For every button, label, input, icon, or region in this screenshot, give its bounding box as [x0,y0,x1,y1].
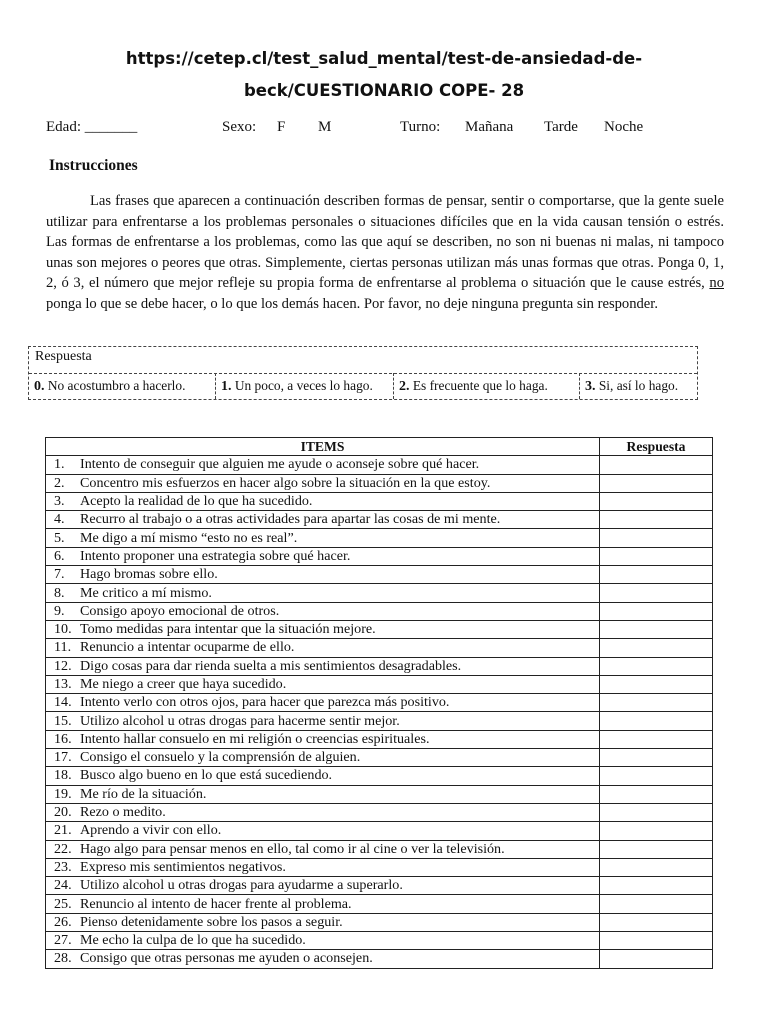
response-cell[interactable] [600,675,713,693]
response-cell[interactable] [600,749,713,767]
item-text: Intento verlo con otros ojos, para hacer que parezca más positivo. [78,694,600,712]
item-text: Intento hallar consuelo en mi religión o creencias espirituales. [78,730,600,748]
table-row [46,712,713,730]
response-cell[interactable] [600,858,713,876]
item-text: Me río de la situación. [78,785,600,803]
sexo-option-f[interactable]: F [277,119,286,135]
item-number: 7. [46,566,79,584]
item-number: 28. [46,950,79,968]
item-text: Me echo la culpa de lo que ha sucedido. [78,932,600,950]
sexo-label: Sexo: [222,119,257,135]
response-option-2-label: Es frecuente que lo haga. [409,378,548,393]
table-row [46,785,713,803]
item-text: Intento de conseguir que alguien me ayude o aconseje sobre qué hacer. [78,456,600,474]
item-text: Pienso detenidamente sobre los pasos a seguir. [78,913,600,931]
table-row [46,803,713,821]
item-number: 12. [46,657,79,675]
response-cell[interactable] [600,456,713,474]
instructions-text-before: Las frases que aparecen a continuación describen formas de pensar, sentir o comportarse, que la gente suele utilizar para enfrentarse a los problemas personales o situaciones difíciles que en la vida causan tensión o estrés. Las formas de enfrentarse a los problemas, como las que aquí se describen, no son ni buenas ni malas, ni tampoco unas son mejores o peores que otras. Simplemente, ciertas personas utilizan más unas formas que otras. Ponga 0, 1, 2, ó 3, el número que mejor refleje su propia forma de enfrentarse al problema o situación que le cause estrés, [46,193,724,292]
item-number: 23. [46,858,79,876]
item-text: Consigo que otras personas me ayuden o aconsejen. [78,950,600,968]
table-row [46,767,713,785]
item-number: 18. [46,767,79,785]
turno-option-noche[interactable]: Noche [604,119,644,135]
item-text: Me digo a mí mismo “esto no es real”. [78,529,600,547]
table-header-row [46,438,713,456]
response-cell[interactable] [600,730,713,748]
response-cell[interactable] [600,913,713,931]
response-cell[interactable] [600,657,713,675]
table-row [46,639,713,657]
table-row [46,895,713,913]
response-option-1 [215,373,393,399]
response-cell[interactable] [600,511,713,529]
table-row [46,932,713,950]
item-number: 20. [46,803,79,821]
response-cell[interactable] [600,584,713,602]
item-number: 5. [46,529,79,547]
item-number: 2. [46,474,79,492]
table-row [46,950,713,968]
response-cell[interactable] [600,712,713,730]
response-option-1-num: 1. [221,379,232,394]
turno-option-manana[interactable]: Mañana [465,119,514,135]
turno-label: Turno: [400,119,441,135]
response-option-2-num: 2. [399,379,410,394]
instructions-text-after: ponga lo que se debe hacer, o lo que los demás hacen. Por favor, no deje ninguna pregunta sin responder. [46,295,658,312]
response-cell[interactable] [600,694,713,712]
response-option-3-label: Si, así lo hago. [595,378,679,393]
instructions-text-underlined: no [709,275,724,292]
response-cell[interactable] [600,877,713,895]
item-number: 22. [46,840,79,858]
table-row [46,547,713,565]
item-text: Intento proponer una estrategia sobre qué hacer. [78,547,600,565]
table-row [46,620,713,638]
item-number: 21. [46,822,79,840]
table-body [46,456,713,968]
response-cell[interactable] [600,767,713,785]
item-text: Me critico a mí mismo. [78,584,600,602]
table-row [46,858,713,876]
response-option-2 [393,373,579,399]
response-cell[interactable] [600,840,713,858]
item-number: 14. [46,694,79,712]
response-cell[interactable] [600,547,713,565]
response-cell[interactable] [600,474,713,492]
item-text: Concentro mis esfuerzos en hacer algo sobre la situación en la que estoy. [78,474,600,492]
item-text: Acepto la realidad de lo que ha sucedido. [78,492,600,510]
item-text: Utilizo alcohol u otras drogas para ayudarme a superarlo. [78,877,600,895]
item-number: 11. [46,639,79,657]
document-title-line-1: https://cetep.cl/test_salud_mental/test-de-ansiedad-de- [125,49,643,68]
item-number: 1. [46,456,79,474]
response-option-0 [29,373,215,399]
table-row [46,694,713,712]
respondent-info-row [46,119,726,141]
item-number: 15. [46,712,79,730]
item-number: 19. [46,785,79,803]
item-number: 13. [46,675,79,693]
item-number: 24. [46,877,79,895]
table-row [46,529,713,547]
item-text: Hago bromas sobre ello. [78,566,600,584]
item-number: 17. [46,749,79,767]
table-row [46,657,713,675]
item-text: Rezo o medito. [78,803,600,821]
table-row [46,456,713,474]
item-number: 27. [46,932,79,950]
response-cell[interactable] [600,803,713,821]
response-cell[interactable] [600,950,713,968]
response-cell[interactable] [600,822,713,840]
cope-items-table [45,437,713,969]
item-text: Expreso mis sentimientos negativos. [78,858,600,876]
item-number: 8. [46,584,79,602]
table-row [46,675,713,693]
item-text: Busco algo bueno en lo que está sucediendo. [78,767,600,785]
response-legend-header [29,347,697,374]
table-row [46,840,713,858]
response-option-3-num: 3. [585,379,596,394]
response-cell[interactable] [600,932,713,950]
item-number: 25. [46,895,79,913]
item-number: 16. [46,730,79,748]
turno-option-tarde[interactable]: Tarde [544,119,578,135]
instructions-heading: Instrucciones [49,157,138,174]
response-legend-title: Respuesta [35,349,92,364]
response-option-0-num: 0. [34,379,45,394]
item-number: 3. [46,492,79,510]
item-number: 6. [46,547,79,565]
response-legend-box [28,346,698,400]
response-option-0-label: No acostumbro a hacerlo. [44,378,186,393]
response-legend-options [29,373,697,399]
item-text: Renuncio a intentar ocuparme de ello. [78,639,600,657]
table-row [46,566,713,584]
table-row [46,730,713,748]
item-text: Consigo el consuelo y la comprensión de alguien. [78,749,600,767]
response-cell[interactable] [600,529,713,547]
response-option-1-label: Un poco, a veces lo hago. [231,378,373,393]
table-row [46,584,713,602]
table-row [46,492,713,510]
item-text: Hago algo para pensar menos en ello, tal como ir al cine o ver la televisión. [78,840,600,858]
item-number: 10. [46,620,79,638]
response-cell[interactable] [600,492,713,510]
item-text: Consigo apoyo emocional de otros. [78,602,600,620]
instructions-paragraph [46,191,724,315]
response-cell[interactable] [600,785,713,803]
item-text: Renuncio al intento de hacer frente al problema. [78,895,600,913]
table-row [46,913,713,931]
table-row [46,474,713,492]
column-header-respuesta: Respuesta [600,438,713,456]
table-row [46,749,713,767]
table-row [46,511,713,529]
response-cell[interactable] [600,895,713,913]
item-text: Me niego a creer que haya sucedido. [78,675,600,693]
table-row [46,602,713,620]
sexo-option-m[interactable]: M [318,119,332,135]
item-text: Recurro al trabajo o a otras actividades para apartar las cosas de mi mente. [78,511,600,529]
item-text: Tomo medidas para intentar que la situación mejore. [78,620,600,638]
edad-field[interactable]: Edad: _______ [46,119,138,135]
item-number: 4. [46,511,79,529]
item-text: Digo cosas para dar rienda suelta a mis sentimientos desagradables. [78,657,600,675]
item-number: 9. [46,602,79,620]
response-cell[interactable] [600,620,713,638]
response-option-3 [579,373,697,399]
response-cell[interactable] [600,639,713,657]
document-title-line-2: beck/CUESTIONARIO COPE- 28 [243,81,525,100]
table-row [46,877,713,895]
item-text: Utilizo alcohol u otras drogas para hacerme sentir mejor. [78,712,600,730]
table-row [46,822,713,840]
response-cell[interactable] [600,602,713,620]
column-header-items: ITEMS [46,438,600,456]
item-text: Aprendo a vivir con ello. [78,822,600,840]
item-number: 26. [46,913,79,931]
response-cell[interactable] [600,566,713,584]
